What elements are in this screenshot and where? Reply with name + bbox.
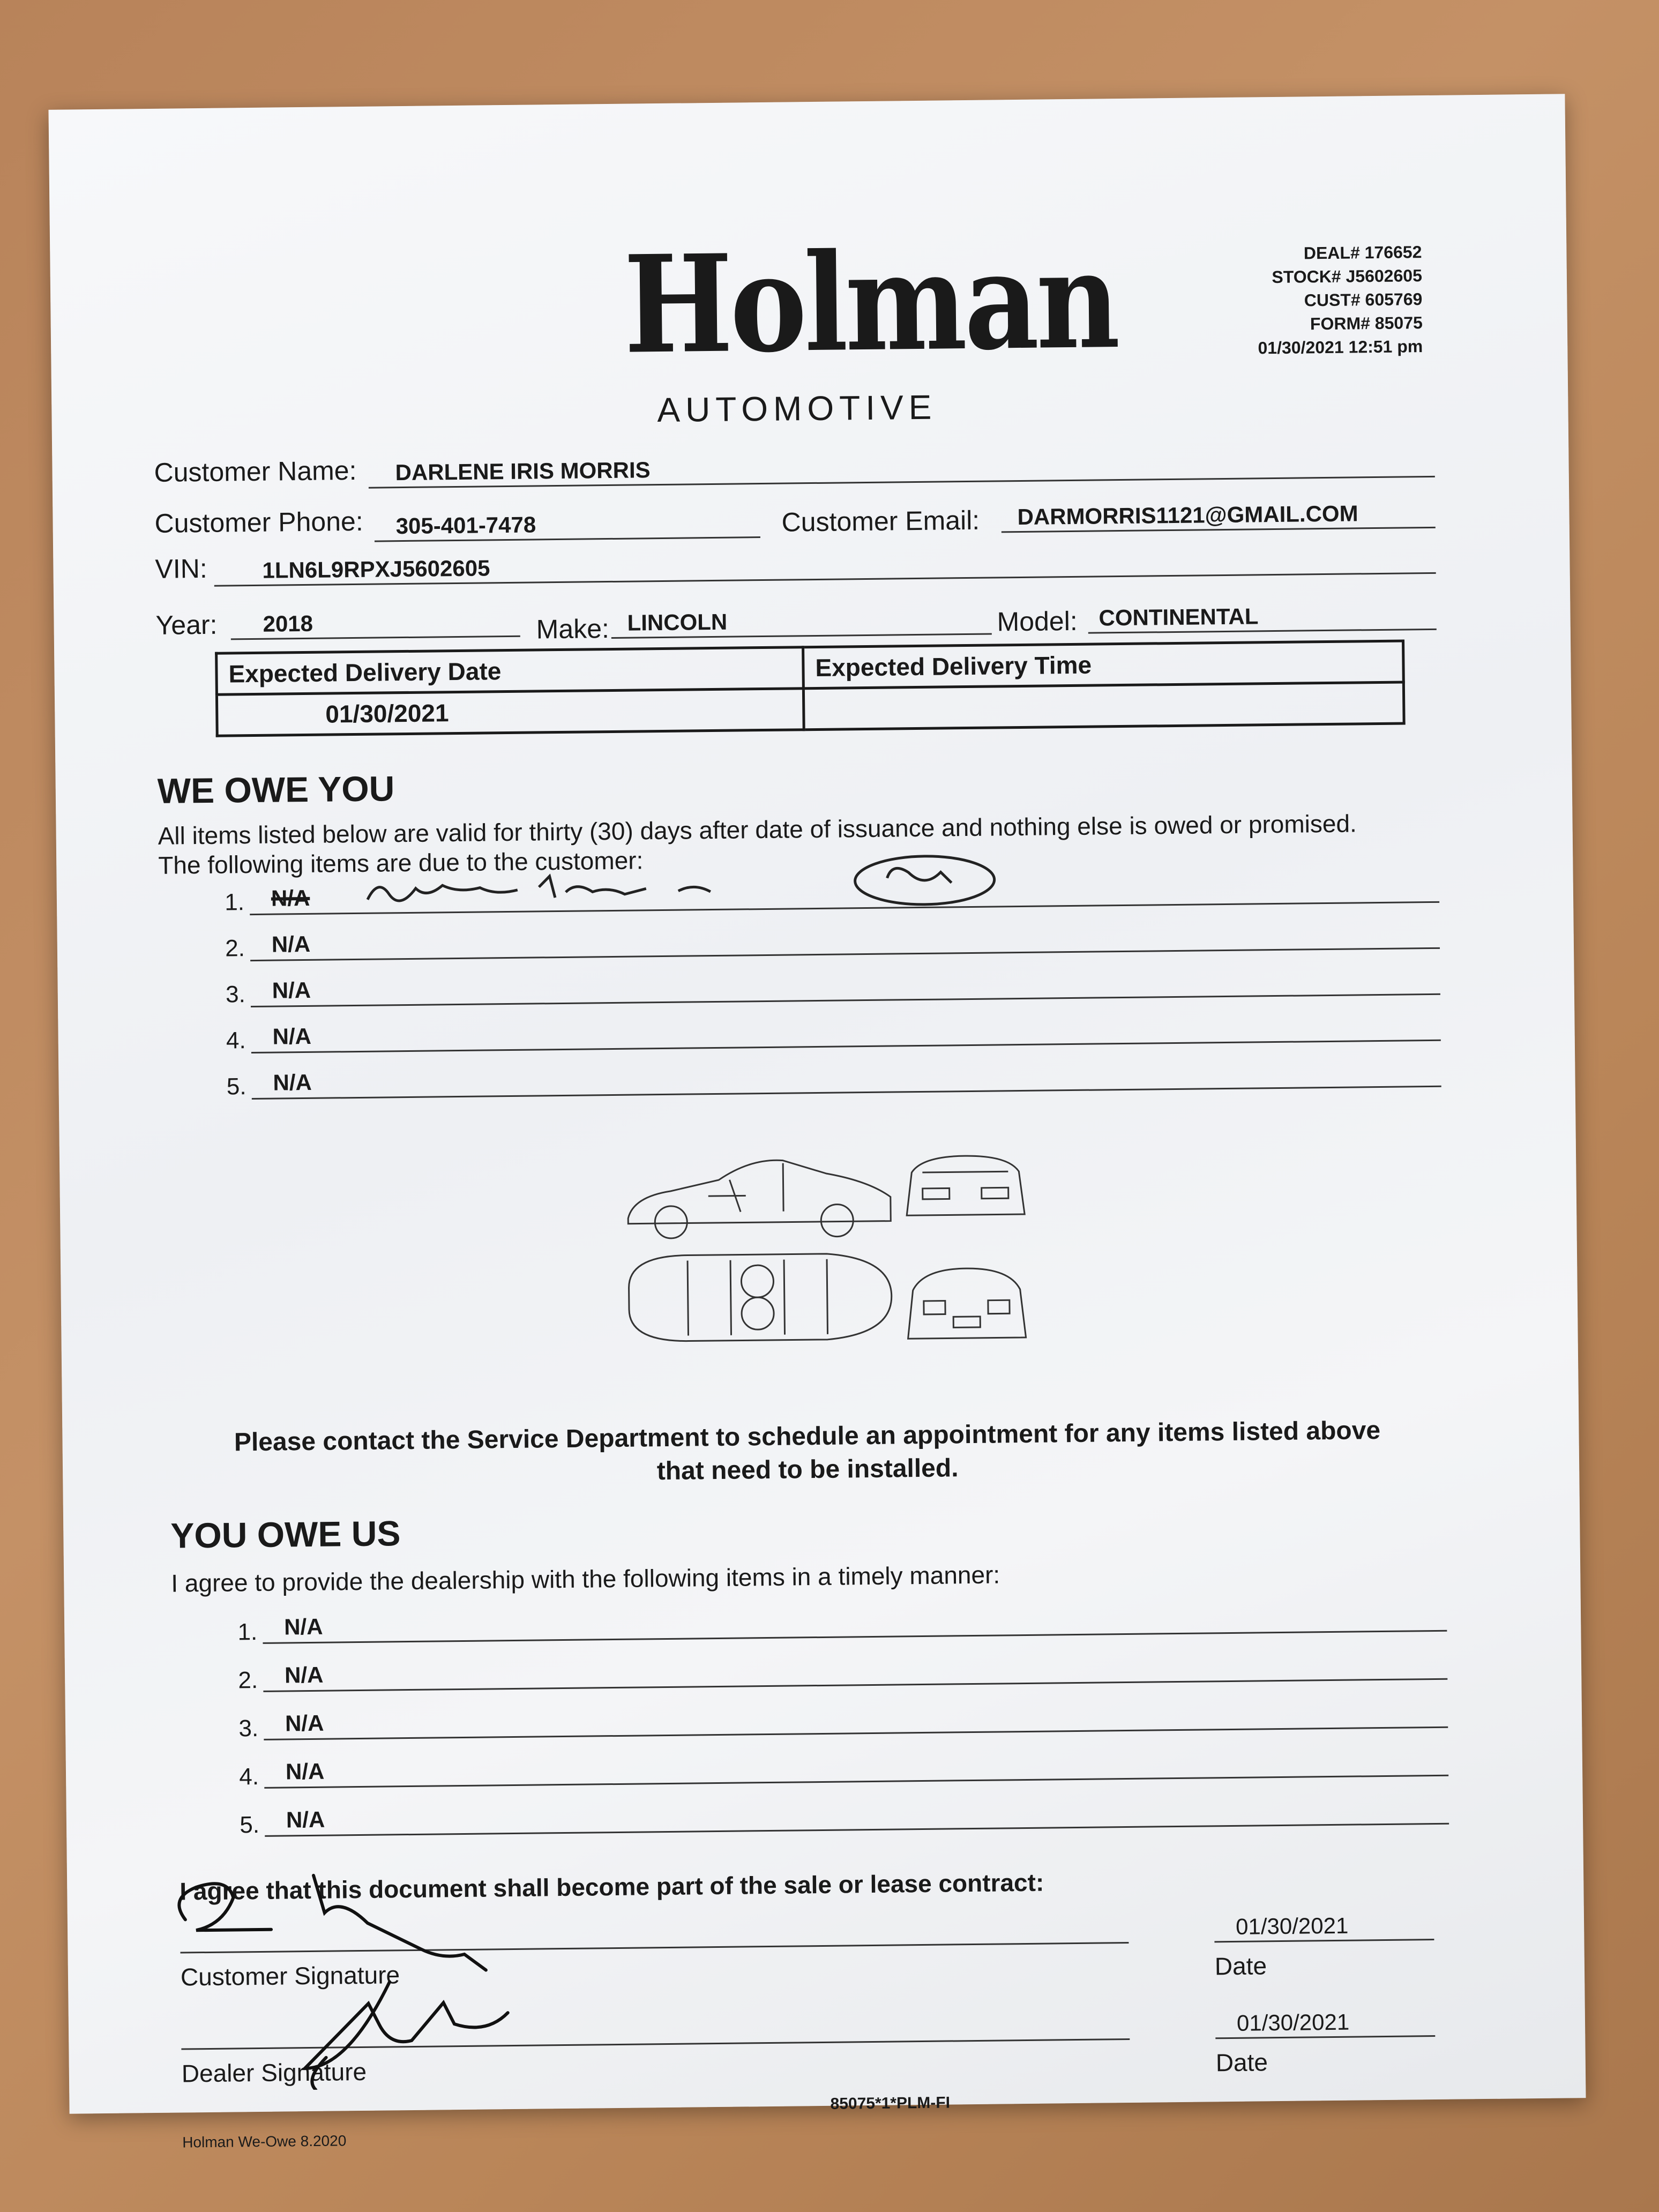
we-owe-list xyxy=(212,867,1441,1110)
service-note-line-1: Please contact the Service Department to schedule an appointment for any items listed above xyxy=(234,1416,1381,1457)
we-owe-line-2: The following items are due to the customer: xyxy=(158,846,644,879)
delivery-time-value xyxy=(803,682,1404,730)
form-number: FORM# 85075 xyxy=(1310,313,1423,334)
service-note-line-2: that need to be installed. xyxy=(656,1454,959,1486)
make-field xyxy=(611,601,992,639)
dealer-signature-label: Dealer Signature xyxy=(181,2057,367,2088)
customer-name-label: Customer Name: xyxy=(154,455,357,488)
item-number: 1. xyxy=(237,1618,258,1646)
holman-logo: Holman xyxy=(623,221,1118,384)
item-number: 3. xyxy=(225,981,246,1008)
we-owe-title: WE OWE YOU xyxy=(157,768,395,811)
delivery-date-value: 01/30/2021 xyxy=(216,689,804,736)
customer-phone-field xyxy=(374,504,760,542)
car-diagram-icon xyxy=(622,1150,1032,1385)
item-number: 2. xyxy=(238,1667,258,1694)
agreement-statement: I agree that this document shall become part of the sale or lease contract: xyxy=(180,1868,1044,1905)
customer-name-field xyxy=(368,444,1435,489)
year-label: Year: xyxy=(155,609,218,640)
logo-subtitle: AUTOMOTIVE xyxy=(657,387,937,430)
customer-date-label: Date xyxy=(1214,1952,1267,1981)
item-number: 1. xyxy=(225,889,245,916)
deal-info xyxy=(1257,240,1423,360)
item-value: N/A xyxy=(284,1662,324,1688)
you-owe-intro: I agree to provide the dealership with the following items in a timely manner: xyxy=(171,1560,1000,1597)
vin-value: 1LN6L9RPXJ5602605 xyxy=(262,555,490,583)
item-value: N/A xyxy=(271,931,311,957)
dealer-date-field xyxy=(1215,2003,1436,2039)
customer-signature-label: Customer Signature xyxy=(180,1961,400,1991)
vin-field xyxy=(214,540,1436,587)
stock-number: STOCK# J5602605 xyxy=(1272,266,1423,287)
item-line xyxy=(250,867,1440,915)
deal-number: DEAL# 176652 xyxy=(1303,242,1422,263)
model-label: Model: xyxy=(997,606,1078,637)
customer-email-label: Customer Email: xyxy=(781,505,980,537)
item-value: N/A xyxy=(272,1023,312,1049)
item-number: 5. xyxy=(240,1811,260,1839)
item-number: 4. xyxy=(226,1027,246,1054)
you-owe-title: YOU OWE US xyxy=(170,1513,401,1556)
item-number: 4. xyxy=(239,1763,259,1790)
deal-datetime: 01/30/2021 12:51 pm xyxy=(1258,337,1423,358)
item-line xyxy=(263,1596,1447,1644)
item-value: N/A xyxy=(271,885,310,911)
customer-date-value: 01/30/2021 xyxy=(1235,1912,1349,1939)
dealer-date-label: Date xyxy=(1215,2048,1268,2077)
customer-email-value: DARMORRIS1121@GMAIL.COM xyxy=(1017,500,1358,530)
customer-number: CUST# 605769 xyxy=(1304,289,1423,310)
item-value: N/A xyxy=(283,1613,323,1640)
handwritten-signature-icon xyxy=(163,1860,701,2091)
item-value: N/A xyxy=(285,1710,324,1736)
footer-code: 85075*1*PLM-FI xyxy=(830,2094,951,2113)
item-value: N/A xyxy=(273,1069,312,1095)
you-owe-list xyxy=(225,1596,1449,1850)
item-value: N/A xyxy=(285,1758,325,1784)
handwritten-note-icon xyxy=(356,849,1064,916)
service-note xyxy=(159,1414,1456,1493)
dealer-date-value: 01/30/2021 xyxy=(1236,2009,1350,2036)
item-number: 5. xyxy=(226,1073,246,1100)
delivery-table xyxy=(215,639,1406,737)
item-value: N/A xyxy=(286,1806,325,1833)
customer-date-field xyxy=(1214,1907,1434,1942)
item-value: N/A xyxy=(272,977,311,1003)
item-number: 2. xyxy=(225,935,245,962)
delivery-time-header: Expected Delivery Time xyxy=(803,641,1404,689)
make-label: Make: xyxy=(536,614,610,645)
make-value: LINCOLN xyxy=(627,609,728,636)
year-value: 2018 xyxy=(263,610,313,637)
year-field xyxy=(230,603,520,640)
customer-email-field xyxy=(1001,495,1436,533)
model-field xyxy=(1088,596,1437,634)
we-owe-line-1: All items listed below are valid for thirty (30) days after date of issuance and nothing else is owed or promised. xyxy=(158,809,1357,850)
customer-phone-value: 305-401-7478 xyxy=(395,512,536,539)
delivery-date-header: Expected Delivery Date xyxy=(216,647,804,694)
model-value: CONTINENTAL xyxy=(1098,603,1259,631)
vin-label: VIN: xyxy=(155,553,208,584)
item-number: 3. xyxy=(238,1715,259,1742)
document-page xyxy=(48,94,1586,2151)
form-name: Holman We-Owe 8.2020 xyxy=(182,2132,347,2151)
customer-name-value: DARLENE IRIS MORRIS xyxy=(395,457,651,485)
customer-phone-label: Customer Phone: xyxy=(154,506,363,539)
